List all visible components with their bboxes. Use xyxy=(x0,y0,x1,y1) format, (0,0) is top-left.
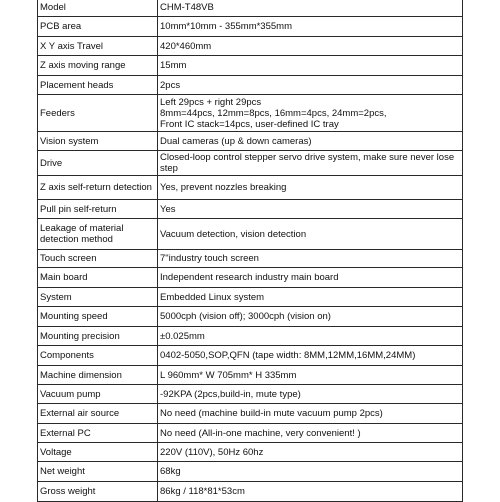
table-row xyxy=(38,385,463,404)
table-row xyxy=(38,268,463,288)
table-row xyxy=(38,346,463,366)
spec-label: Leakage of material detection method xyxy=(38,219,158,250)
spec-label: System xyxy=(38,288,158,307)
table-row xyxy=(38,288,463,307)
spec-value: Vacuum detection, vision detection xyxy=(158,219,463,250)
table-row xyxy=(38,462,463,482)
spec-label: Pull pin self-return xyxy=(38,200,158,219)
spec-value: Embedded Linux system xyxy=(158,288,463,307)
table-row xyxy=(38,151,463,176)
table-row xyxy=(38,443,463,462)
spec-value: Yes, prevent nozzles breaking xyxy=(158,176,463,200)
spec-label: Mounting speed xyxy=(38,307,158,327)
spec-label: Touch screen xyxy=(38,250,158,268)
table-row xyxy=(38,95,463,132)
spec-value: 15mm xyxy=(158,56,463,76)
spec-label: Vacuum pump xyxy=(38,385,158,404)
spec-table xyxy=(37,0,463,502)
spec-label: X Y axis Travel xyxy=(38,37,158,56)
spec-label: Z axis self-return detection xyxy=(38,176,158,200)
table-row xyxy=(38,56,463,76)
spec-label: Net weight xyxy=(38,462,158,482)
spec-label: Model xyxy=(38,0,158,17)
spec-value: 86kg / 118*81*53cm xyxy=(158,482,463,502)
spec-value: Closed-loop control stepper servo drive system, make sure never lose step xyxy=(158,151,463,176)
spec-label: PCB area xyxy=(38,17,158,37)
spec-value: Independent research industry main board xyxy=(158,268,463,288)
spec-value: 7"industry touch screen xyxy=(158,250,463,268)
table-row xyxy=(38,17,463,37)
table-row xyxy=(38,404,463,424)
table-row xyxy=(38,250,463,268)
spec-label: External PC xyxy=(38,424,158,443)
spec-label: Vision system xyxy=(38,132,158,151)
spec-value: 68kg xyxy=(158,462,463,482)
spec-label: Components xyxy=(38,346,158,366)
spec-value: 220V (110V), 50Hz 60hz xyxy=(158,443,463,462)
spec-value: 0402-5050,SOP,QFN (tape width: 8MM,12MM,16MM,24MM) xyxy=(158,346,463,366)
spec-label: External air source xyxy=(38,404,158,424)
spec-value: Dual cameras (up & down cameras) xyxy=(158,132,463,151)
table-row xyxy=(38,327,463,346)
table-row xyxy=(38,424,463,443)
spec-label: Placement heads xyxy=(38,76,158,95)
spec-label: Voltage xyxy=(38,443,158,462)
spec-value: L 960mm* W 705mm* H 335mm xyxy=(158,366,463,385)
spec-label: Gross weight xyxy=(38,482,158,502)
spec-label: Drive xyxy=(38,151,158,176)
table-row xyxy=(38,482,463,502)
spec-value: 420*460mm xyxy=(158,37,463,56)
table-row xyxy=(38,200,463,219)
spec-value: No need (All-in-one machine, very convenient! ) xyxy=(158,424,463,443)
spec-value: ±0.025mm xyxy=(158,327,463,346)
table-row xyxy=(38,76,463,95)
table-row xyxy=(38,366,463,385)
spec-value: CHM-T48VB xyxy=(158,0,463,17)
spec-value: 5000cph (vision off); 3000cph (vision on) xyxy=(158,307,463,327)
spec-label: Machine dimension xyxy=(38,366,158,385)
spec-label: Feeders xyxy=(38,95,158,132)
spec-value: 2pcs xyxy=(158,76,463,95)
spec-value: Left 29pcs + right 29pcs 8mm=44pcs, 12mm=8pcs, 16mm=4pcs, 24mm=2pcs, Front IC stack=14pcs, user-defined IC tray xyxy=(158,95,463,132)
spec-value: No need (machine build-in mute vacuum pump 2pcs) xyxy=(158,404,463,424)
table-row xyxy=(38,219,463,250)
table-row xyxy=(38,37,463,56)
spec-value: 10mm*10mm - 355mm*355mm xyxy=(158,17,463,37)
table-row xyxy=(38,176,463,200)
spec-value: -92KPA (2pcs,build-in, mute type) xyxy=(158,385,463,404)
spec-value: Yes xyxy=(158,200,463,219)
spec-label: Main board xyxy=(38,268,158,288)
table-row xyxy=(38,132,463,151)
spec-label: Mounting precision xyxy=(38,327,158,346)
spec-label: Z axis moving range xyxy=(38,56,158,76)
table-row xyxy=(38,307,463,327)
table-row xyxy=(38,0,463,17)
